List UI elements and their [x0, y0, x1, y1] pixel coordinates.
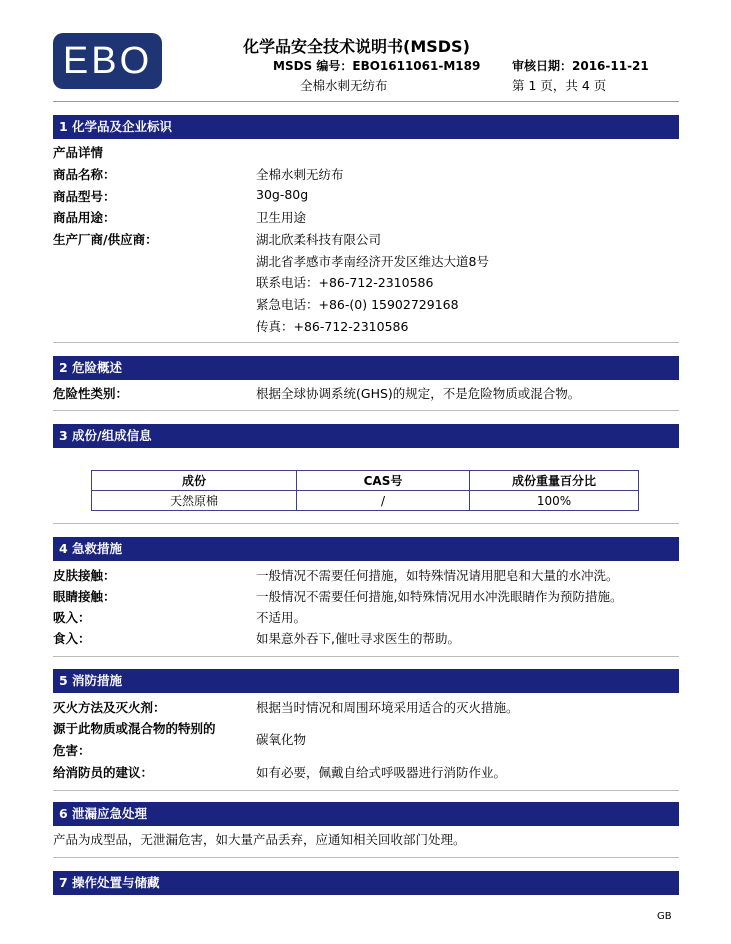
extinguishing-method-value: 根据当时情况和周围环境采用适合的灭火措施。 [256, 700, 519, 715]
composition-table [91, 470, 639, 511]
eye-contact-value: 一般情况不需要任何措施,如特殊情况用水冲洗眼睛作为预防措施。 [256, 589, 623, 604]
section-4-header: 4 急救措施 [53, 537, 679, 561]
special-hazard-label-cont: 危害： [53, 743, 91, 758]
table-cell: / [297, 491, 470, 511]
section-4-divider [53, 656, 679, 657]
section-1-divider [53, 342, 679, 343]
hazard-class-value: 根据全球协调系统(GHS)的规定，不是危险物质或混合物。 [256, 386, 581, 401]
header-divider [53, 101, 679, 102]
document-title: 化学品安全技术说明书(MSDS) [243, 37, 470, 56]
table-header-row [92, 471, 639, 491]
column-header-weight-percent: 成份重量百分比 [470, 471, 639, 491]
footer-code: GB [657, 911, 672, 922]
msds-number: MSDS 编号：EBO1611061-M189 [273, 59, 481, 73]
section-3-header: 3 成份/组成信息 [53, 424, 679, 448]
section-2-header: 2 危险概述 [53, 356, 679, 380]
product-details-heading: 产品详情 [53, 145, 104, 160]
ebo-logo: EBO [53, 33, 162, 89]
page-info: 第 1 页，共 4 页 [512, 78, 607, 93]
product-model-label: 商品型号： [53, 189, 116, 204]
special-hazard-label: 源于此物质或混合物的特别的 [53, 721, 216, 736]
review-date: 审核日期：2016-11-21 [512, 59, 649, 73]
table-cell: 100% [470, 491, 639, 511]
supplier-label: 生产厂商/供应商： [53, 232, 158, 247]
section-5-divider [53, 790, 679, 791]
ingestion-value: 如果意外吞下,催吐寻求医生的帮助。 [256, 631, 460, 646]
ingestion-label: 食入： [53, 631, 91, 646]
eye-contact-label: 眼睛接触： [53, 589, 116, 604]
special-hazard-value: 碳氧化物 [256, 732, 307, 747]
table-cell: 天然原棉 [92, 491, 297, 511]
skin-contact-value: 一般情况不需要任何措施，如特殊情况请用肥皂和大量的水冲洗。 [256, 568, 619, 583]
firefighter-advice-value: 如有必要，佩戴自给式呼吸器进行消防作业。 [256, 765, 507, 780]
supplier-company: 湖北欣柔科技有限公司 [256, 232, 382, 247]
spill-response-text: 产品为成型品，无泄漏危害，如大量产品丢弃，应通知相关回收部门处理。 [53, 832, 466, 847]
skin-contact-label: 皮肤接触： [53, 568, 116, 583]
section-2-divider [53, 410, 679, 411]
section-6-header: 6 泄漏应急处理 [53, 802, 679, 826]
supplier-phone: 联系电话：+86-712-2310586 [256, 275, 434, 290]
section-6-divider [53, 857, 679, 858]
product-name-value: 全棉水刺无纺布 [256, 167, 344, 182]
product-model-value: 30g-80g [256, 187, 309, 202]
product-use-label: 商品用途： [53, 210, 116, 225]
supplier-address: 湖北省孝感市孝南经济开发区维达大道8号 [256, 254, 489, 269]
section-1-header: 1 化学品及企业标识 [53, 115, 679, 139]
column-header-component: 成份 [92, 471, 297, 491]
section-3-divider [53, 523, 679, 524]
section-5-header: 5 消防措施 [53, 669, 679, 693]
hazard-class-label: 危险性类别： [53, 386, 129, 401]
inhalation-value: 不适用。 [256, 610, 307, 625]
extinguishing-method-label: 灭火方法及灭火剂： [53, 700, 166, 715]
product-use-value: 卫生用途 [256, 210, 307, 225]
firefighter-advice-label: 给消防员的建议： [53, 765, 154, 780]
product-name-label: 商品名称： [53, 167, 116, 182]
supplier-emergency-phone: 紧急电话：+86-(0) 15902729168 [256, 297, 459, 312]
inhalation-label: 吸入： [53, 610, 91, 625]
table-row [92, 491, 639, 511]
column-header-cas: CAS号 [297, 471, 470, 491]
supplier-fax: 传真：+86-712-2310586 [256, 319, 409, 334]
section-7-header: 7 操作处置与储藏 [53, 871, 679, 895]
header-product-name: 全棉水刺无纺布 [300, 78, 388, 93]
